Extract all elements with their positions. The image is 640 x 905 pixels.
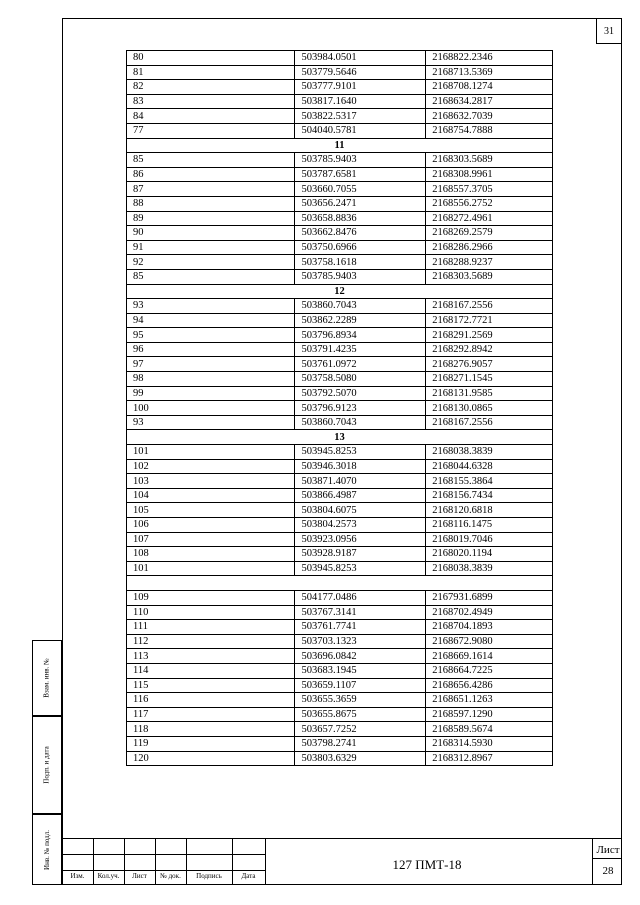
y-coordinate: 2168167.2556	[426, 299, 553, 314]
stamp-label-date: Дата	[241, 872, 256, 880]
y-coordinate: 2168634.2817	[426, 94, 553, 109]
x-coordinate: 503946.3018	[295, 459, 426, 474]
x-coordinate: 503860.7043	[295, 415, 426, 430]
table-row	[127, 80, 553, 95]
table-row	[127, 634, 553, 649]
x-coordinate: 503761.0972	[295, 357, 426, 372]
group-header-row	[127, 576, 553, 591]
point-number: 89	[127, 211, 295, 226]
x-coordinate: 503860.7043	[295, 299, 426, 314]
point-number: 109	[127, 590, 295, 605]
y-coordinate: 2168822.2346	[426, 51, 553, 66]
y-coordinate: 2168632.7039	[426, 109, 553, 124]
table-row	[127, 518, 553, 533]
x-coordinate: 503796.8934	[295, 328, 426, 343]
y-coordinate: 2168312.8967	[426, 751, 553, 766]
x-coordinate: 503803.6329	[295, 751, 426, 766]
x-coordinate: 503798.2741	[295, 736, 426, 751]
y-coordinate: 2168754.7888	[426, 123, 553, 138]
point-number: 100	[127, 401, 295, 416]
point-number: 101	[127, 561, 295, 576]
point-number: 95	[127, 328, 295, 343]
point-number: 105	[127, 503, 295, 518]
point-number: 93	[127, 415, 295, 430]
y-coordinate: 2168303.5689	[426, 269, 553, 284]
group-number: 12	[127, 284, 553, 299]
y-coordinate: 2168556.2752	[426, 196, 553, 211]
point-number: 106	[127, 518, 295, 533]
side-label-replaced-inv	[32, 640, 62, 716]
table-row	[127, 109, 553, 124]
y-coordinate: 2168288.9237	[426, 255, 553, 270]
y-coordinate: 2168019.7046	[426, 532, 553, 547]
x-coordinate: 503758.1618	[295, 255, 426, 270]
point-number: 118	[127, 722, 295, 737]
stamp-label-count: Кол.уч.	[97, 872, 120, 880]
table-row	[127, 240, 553, 255]
point-number: 104	[127, 488, 295, 503]
y-coordinate: 2168130.0865	[426, 401, 553, 416]
table-row	[127, 372, 553, 387]
y-coordinate: 2168669.1614	[426, 649, 553, 664]
stamp-label-doc-number: № док.	[160, 872, 181, 880]
y-coordinate: 2168020.1194	[426, 547, 553, 562]
table-row	[127, 736, 553, 751]
point-number: 80	[127, 51, 295, 66]
y-coordinate: 2168664.7225	[426, 663, 553, 678]
table-row	[127, 488, 553, 503]
y-coordinate: 2168131.9585	[426, 386, 553, 401]
x-coordinate: 504040.5781	[295, 123, 426, 138]
x-coordinate: 503750.6966	[295, 240, 426, 255]
table-row	[127, 474, 553, 489]
table-row	[127, 751, 553, 766]
point-number: 94	[127, 313, 295, 328]
y-coordinate: 2168272.4961	[426, 211, 553, 226]
side-label-sign-date	[32, 716, 62, 814]
point-number: 90	[127, 226, 295, 241]
sheet-number: 28	[602, 865, 614, 877]
table-row	[127, 299, 553, 314]
table-row	[127, 590, 553, 605]
x-coordinate: 503984.0501	[295, 51, 426, 66]
x-coordinate: 503871.4070	[295, 474, 426, 489]
x-coordinate: 503696.0842	[295, 649, 426, 664]
y-coordinate: 2168156.7434	[426, 488, 553, 503]
point-number: 113	[127, 649, 295, 664]
y-coordinate: 2168708.1274	[426, 80, 553, 95]
y-coordinate: 2168656.4286	[426, 678, 553, 693]
table-row	[127, 678, 553, 693]
point-number: 81	[127, 65, 295, 80]
x-coordinate: 503655.8675	[295, 707, 426, 722]
y-coordinate: 2168589.5674	[426, 722, 553, 737]
table-row	[127, 459, 553, 474]
table-row	[127, 445, 553, 460]
table-row	[127, 415, 553, 430]
y-coordinate: 2168303.5689	[426, 153, 553, 168]
y-coordinate: 2168172.7721	[426, 313, 553, 328]
x-coordinate: 503767.3141	[295, 605, 426, 620]
x-coordinate: 503656.2471	[295, 196, 426, 211]
table-row	[127, 94, 553, 109]
x-coordinate: 503923.0956	[295, 532, 426, 547]
y-coordinate: 2168672.9080	[426, 634, 553, 649]
table-row	[127, 65, 553, 80]
table-row	[127, 269, 553, 284]
table-row	[127, 693, 553, 708]
x-coordinate: 503792.5070	[295, 386, 426, 401]
document-code: 127 ПМТ-18	[392, 857, 462, 872]
point-number: 96	[127, 342, 295, 357]
table-row	[127, 620, 553, 635]
y-coordinate: 2168269.2579	[426, 226, 553, 241]
y-coordinate: 2168286.2966	[426, 240, 553, 255]
table-row	[127, 211, 553, 226]
point-number: 85	[127, 269, 295, 284]
x-coordinate: 503796.9123	[295, 401, 426, 416]
page-number: 31	[596, 18, 622, 44]
table-row	[127, 328, 553, 343]
group-number: 13	[127, 430, 553, 445]
point-number: 84	[127, 109, 295, 124]
point-number: 98	[127, 372, 295, 387]
table-row	[127, 153, 553, 168]
table-row	[127, 605, 553, 620]
x-coordinate: 503761.7741	[295, 620, 426, 635]
table-row	[127, 561, 553, 576]
point-number: 101	[127, 445, 295, 460]
point-number: 103	[127, 474, 295, 489]
point-number: 97	[127, 357, 295, 372]
y-coordinate: 2168291.2569	[426, 328, 553, 343]
side-label-text: Подп. и дата	[43, 746, 51, 784]
table-row	[127, 167, 553, 182]
x-coordinate: 503945.8253	[295, 445, 426, 460]
x-coordinate: 503785.9403	[295, 269, 426, 284]
point-number: 117	[127, 707, 295, 722]
point-number: 119	[127, 736, 295, 751]
stamp-label-sheet: Лист	[132, 872, 147, 880]
point-number: 107	[127, 532, 295, 547]
table-row	[127, 313, 553, 328]
table-row	[127, 386, 553, 401]
title-block	[62, 838, 622, 885]
x-coordinate: 503655.3659	[295, 693, 426, 708]
x-coordinate: 503785.9403	[295, 153, 426, 168]
point-number: 87	[127, 182, 295, 197]
table-row	[127, 707, 553, 722]
x-coordinate: 503777.9101	[295, 80, 426, 95]
y-coordinate: 2168038.3839	[426, 561, 553, 576]
x-coordinate: 503703.1323	[295, 634, 426, 649]
point-number: 88	[127, 196, 295, 211]
group-number	[127, 576, 553, 591]
y-coordinate: 2168038.3839	[426, 445, 553, 460]
y-coordinate: 2168155.3864	[426, 474, 553, 489]
group-header-row	[127, 138, 553, 153]
sheet-label: Лист	[596, 844, 620, 856]
table-row	[127, 532, 553, 547]
table-row	[127, 663, 553, 678]
table-row	[127, 123, 553, 138]
point-number: 102	[127, 459, 295, 474]
point-number: 82	[127, 80, 295, 95]
point-number: 110	[127, 605, 295, 620]
y-coordinate: 2167931.6899	[426, 590, 553, 605]
group-header-row	[127, 430, 553, 445]
y-coordinate: 2168116.1475	[426, 518, 553, 533]
x-coordinate: 503683.1945	[295, 663, 426, 678]
x-coordinate: 503866.4987	[295, 488, 426, 503]
point-number: 93	[127, 299, 295, 314]
point-number: 114	[127, 663, 295, 678]
y-coordinate: 2168651.1263	[426, 693, 553, 708]
x-coordinate: 503779.5646	[295, 65, 426, 80]
table-row	[127, 357, 553, 372]
table-row	[127, 722, 553, 737]
x-coordinate: 503791.4235	[295, 342, 426, 357]
x-coordinate: 503660.7055	[295, 182, 426, 197]
x-coordinate: 503945.8253	[295, 561, 426, 576]
y-coordinate: 2168597.1290	[426, 707, 553, 722]
x-coordinate: 503659.1107	[295, 678, 426, 693]
table-row	[127, 196, 553, 211]
x-coordinate: 503928.9187	[295, 547, 426, 562]
point-number: 112	[127, 634, 295, 649]
side-label-text: Инв. № подл.	[43, 829, 52, 870]
table-row	[127, 401, 553, 416]
table-row	[127, 649, 553, 664]
table-row	[127, 255, 553, 270]
y-coordinate: 2168704.1893	[426, 620, 553, 635]
x-coordinate: 503862.2289	[295, 313, 426, 328]
point-number: 116	[127, 693, 295, 708]
table-row	[127, 503, 553, 518]
point-number: 115	[127, 678, 295, 693]
y-coordinate: 2168713.5369	[426, 65, 553, 80]
y-coordinate: 2168314.5930	[426, 736, 553, 751]
point-number: 111	[127, 620, 295, 635]
y-coordinate: 2168271.1545	[426, 372, 553, 387]
stamp-label-change: Изм.	[70, 872, 85, 880]
point-number: 83	[127, 94, 295, 109]
table-row	[127, 342, 553, 357]
group-header-row	[127, 284, 553, 299]
stamp-label-signature: Подпись	[196, 872, 222, 880]
x-coordinate: 504177.0486	[295, 590, 426, 605]
x-coordinate: 503758.5080	[295, 372, 426, 387]
point-number: 120	[127, 751, 295, 766]
point-number: 99	[127, 386, 295, 401]
x-coordinate: 503804.2573	[295, 518, 426, 533]
point-number: 108	[127, 547, 295, 562]
x-coordinate: 503787.6581	[295, 167, 426, 182]
x-coordinate: 503658.8836	[295, 211, 426, 226]
point-number: 92	[127, 255, 295, 270]
table-row	[127, 226, 553, 241]
y-coordinate: 2168308.9961	[426, 167, 553, 182]
group-number: 11	[127, 138, 553, 153]
y-coordinate: 2168120.6818	[426, 503, 553, 518]
table-row	[127, 51, 553, 66]
y-coordinate: 2168702.4949	[426, 605, 553, 620]
x-coordinate: 503657.7252	[295, 722, 426, 737]
coordinates-table	[126, 50, 553, 766]
y-coordinate: 2168167.2556	[426, 415, 553, 430]
x-coordinate: 503662.8476	[295, 226, 426, 241]
table-row	[127, 182, 553, 197]
point-number: 91	[127, 240, 295, 255]
x-coordinate: 503822.5317	[295, 109, 426, 124]
side-label-text: Взам. инв. №	[43, 658, 52, 698]
side-label-original-inv	[32, 814, 62, 885]
y-coordinate: 2168292.8942	[426, 342, 553, 357]
y-coordinate: 2168276.9057	[426, 357, 553, 372]
point-number: 77	[127, 123, 295, 138]
point-number: 85	[127, 153, 295, 168]
x-coordinate: 503804.6075	[295, 503, 426, 518]
y-coordinate: 2168557.3705	[426, 182, 553, 197]
x-coordinate: 503817.1640	[295, 94, 426, 109]
table-row	[127, 547, 553, 562]
point-number: 86	[127, 167, 295, 182]
y-coordinate: 2168044.6328	[426, 459, 553, 474]
